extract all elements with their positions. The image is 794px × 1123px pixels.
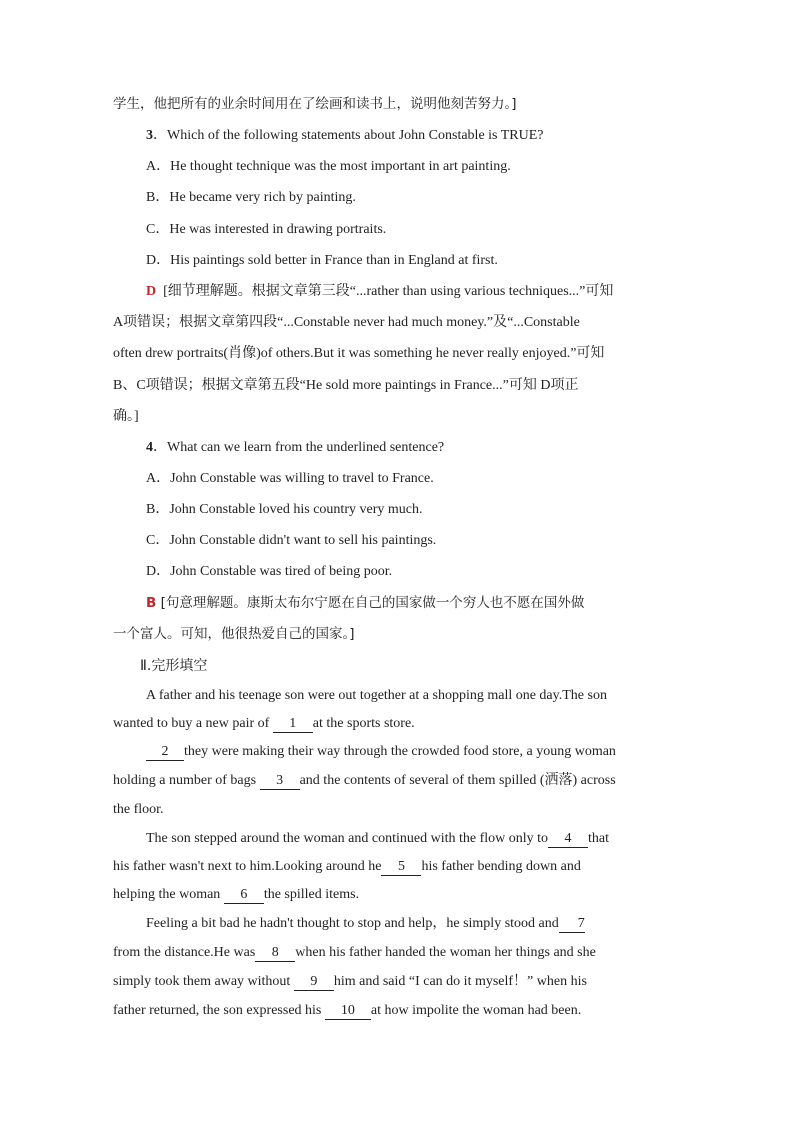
option-c: C．John Constable didn't want to sell his paintings. [146, 533, 437, 548]
passage-line: his father wasn't next to him.Looking around he 5 his father bending down and [113, 859, 581, 874]
question-text: ．Which of the following statements about John Constable is TRUE? [153, 128, 544, 143]
answer-3-line-3: often drew portraits(肖像)of others.But it was something he never really enjoyed.”可知 [113, 346, 605, 361]
question-text: ．What can we learn from the underlined sentence? [153, 440, 445, 455]
blank-1[interactable]: 1 [273, 715, 313, 733]
option-a: A．He thought technique was the most important in art painting. [146, 159, 511, 174]
option-a: A．John Constable was willing to travel to France. [146, 471, 434, 486]
option-d: D．John Constable was tired of being poor. [146, 564, 393, 579]
question-3 [146, 126, 544, 146]
passage-line: The son stepped around the woman and continued with the flow only to 4 that [146, 831, 610, 846]
blank-10[interactable]: 10 [325, 1002, 371, 1020]
answer-explanation: [句意理解题。康斯太布尔宁愿在自己的国家做一个穷人也不愿在国外做 [160, 595, 585, 611]
blank-2[interactable]: 2 [146, 743, 184, 761]
passage-line: simply took them away without 9 him and said “I can do it myself！” when his [113, 974, 587, 989]
section-heading: Ⅱ.完形填空 [140, 658, 208, 674]
blank-3[interactable]: 3 [260, 772, 300, 790]
passage-line: 2 they were making their way through the crowded food store, a young woman [146, 742, 616, 762]
answer-letter: D [146, 284, 157, 299]
passage-line: wanted to buy a new pair of 1 at the sports store. [113, 716, 415, 731]
answer-3-line-5: 确。] [113, 409, 139, 424]
passage-line: the floor. [113, 802, 164, 817]
blank-5[interactable]: 5 [381, 858, 421, 876]
blank-4[interactable]: 4 [548, 830, 588, 848]
passage-line: A father and his teenage son were out together at a shopping mall one day.The son [146, 688, 607, 703]
option-c: C．He was interested in drawing portraits. [146, 222, 387, 237]
answer-letter: B [146, 595, 157, 611]
answer-3-line-1 [146, 282, 679, 302]
question-number: 4 [146, 440, 153, 455]
passage-line: helping the woman 6 the spilled items. [113, 887, 360, 902]
answer-4-line-2: 一个富人。可知，他很热爱自己的国家。] [113, 626, 355, 642]
option-b: B．John Constable loved his country very much. [146, 502, 423, 517]
passage-line: Feeling a bit bad he hadn't thought to stop and help，he simply stood and 7 [146, 916, 585, 931]
option-d: D．His paintings sold better in France than in England at first. [146, 253, 498, 268]
passage-line: from the distance.He was 8 when his father handed the woman her things and she [113, 945, 596, 960]
blank-7[interactable]: 7 [559, 915, 585, 933]
question-number: 3 [146, 128, 153, 143]
option-b: B．He became very rich by painting. [146, 190, 356, 205]
question-4 [146, 438, 444, 458]
blank-6[interactable]: 6 [224, 886, 264, 904]
passage-line: holding a number of bags 3 and the contents of several of them spilled (洒落) across [113, 773, 616, 788]
explanation-line: 学生，他把所有的业余时间用在了绘画和读书上，说明他刻苦努力。] [113, 96, 517, 112]
blank-8[interactable]: 8 [255, 944, 295, 962]
answer-3-line-2: A项错误；根据文章第四段“...Constable never had much money.”及“...Constable [113, 315, 580, 330]
answer-explanation: [细节理解题。根据文章第三段“...rather than using various techniques...”可知 [163, 284, 614, 299]
blank-9[interactable]: 9 [294, 973, 334, 991]
answer-4-line-1 [146, 593, 584, 613]
passage-line: father returned, the son expressed his 10 at how impolite the woman had been. [113, 1003, 582, 1018]
answer-3-line-4: B、C项错误；根据文章第五段“He sold more paintings in France...”可知 D项正 [113, 378, 579, 393]
